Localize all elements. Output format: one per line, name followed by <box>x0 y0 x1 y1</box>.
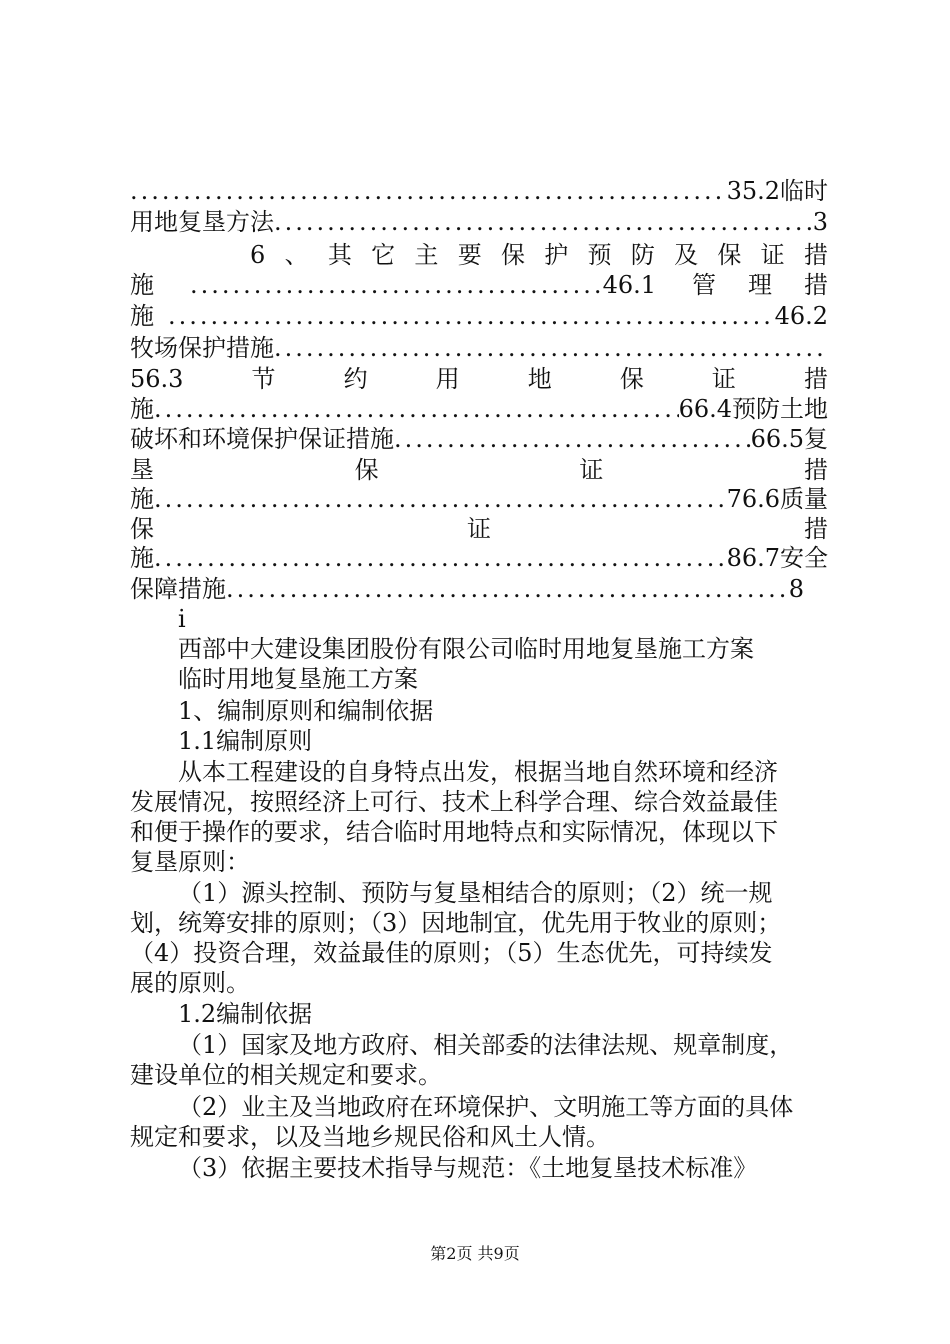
paragraph-line: 规定和要求，以及当地乡规民俗和风土人情。 <box>130 1123 610 1151</box>
paragraph-line: （1）国家及地方政府、相关部委的法律法规、规章制度， <box>178 1031 794 1059</box>
toc-line-9 <box>130 424 828 454</box>
toc-leader <box>154 484 727 514</box>
toc-line-7 <box>130 364 828 394</box>
toc-word: 证 <box>760 241 785 269</box>
toc-word: 主 <box>414 241 439 269</box>
toc-word: 保 <box>354 456 379 484</box>
toc-word: 证 <box>579 456 604 484</box>
toc-leader <box>274 207 813 237</box>
paragraph-line: 展的原则。 <box>130 969 250 997</box>
page-footer: 第2页 共9页 <box>430 1244 520 1263</box>
toc-word: 用 <box>435 365 460 393</box>
toc-entry-page: 8 <box>788 575 804 603</box>
toc-word: 防 <box>630 241 655 269</box>
toc-entry-number: 76.6质量 <box>726 485 828 513</box>
subsection-heading: 1.1编制原则 <box>178 727 313 755</box>
toc-entry-title: 用地复垦方法 <box>130 208 274 236</box>
toc-leader <box>226 574 789 604</box>
toc-word: 及 <box>674 241 699 269</box>
toc-page-roman: i <box>178 605 186 633</box>
company-title: 西部中大建设集团股份有限公司临时用地复垦施工方案 <box>178 635 754 663</box>
toc-line-10 <box>130 455 828 485</box>
toc-word: 要 <box>457 241 482 269</box>
toc-word: 、 <box>284 241 309 269</box>
toc-entry-number: 46.2 <box>774 302 828 330</box>
toc-line-1 <box>130 176 828 206</box>
toc-line-4 <box>130 270 828 300</box>
toc-word: 其 <box>327 241 352 269</box>
toc-entry-title: 施 <box>130 302 154 330</box>
toc-word: 措 <box>803 456 828 484</box>
toc-word: 措 <box>804 515 828 543</box>
paragraph-line: 发展情况，按照经济上可行、技术上科学合理、综合效益最佳 <box>130 788 778 816</box>
toc-line-6 <box>130 333 828 363</box>
toc-line-12 <box>130 514 828 544</box>
toc-word: 6 <box>250 241 266 269</box>
toc-word: 保 <box>130 515 154 543</box>
paragraph-line: （3）依据主要技术指导与规范：《土地复垦技术标准》 <box>178 1154 758 1182</box>
toc-entry-title: 施 <box>130 485 154 513</box>
toc-entry-number: 66.5复 <box>750 425 828 453</box>
toc-line-8 <box>130 394 828 424</box>
toc-leader <box>168 301 775 331</box>
toc-line-5 <box>130 301 828 331</box>
toc-word: 保 <box>619 365 644 393</box>
toc-entry-title: 保障措施 <box>130 575 226 603</box>
toc-word: 证 <box>467 515 491 543</box>
paragraph-line: 从本工程建设的自身特点出发，根据当地自然环境和经济 <box>178 758 778 786</box>
toc-word: 垦 <box>130 456 154 484</box>
paragraph-line: （2）业主及当地政府在环境保护、文明施工等方面的具体 <box>178 1093 794 1121</box>
toc-line-11 <box>130 484 828 514</box>
toc-entry-title: 破坏和环境保护保证措施 <box>130 425 394 453</box>
paragraph-line: 划，统筹安排的原则；（3）因地制宜，优先用于牧业的原则； <box>130 909 782 937</box>
toc-word: 理 <box>748 271 772 299</box>
subsection-heading: 1.2编制依据 <box>178 1000 313 1028</box>
toc-leader <box>274 333 828 363</box>
toc-leader <box>190 270 603 300</box>
toc-line-14 <box>130 574 828 604</box>
toc-entry-title: 施 <box>130 271 154 299</box>
toc-entry-title: 施 <box>130 395 154 423</box>
toc-word: 护 <box>544 241 569 269</box>
toc-word: 证 <box>711 365 736 393</box>
toc-word: 保 <box>500 241 525 269</box>
toc-word: 保 <box>717 241 742 269</box>
toc-word: 节 <box>251 365 276 393</box>
toc-entry-number: 35.2临时 <box>726 177 828 205</box>
paragraph-line: 复垦原则： <box>130 848 250 876</box>
page-title: 临时用地复垦施工方案 <box>178 665 418 693</box>
toc-word: 管 <box>692 271 716 299</box>
paragraph-line: 和便于操作的要求，结合临时用地特点和实际情况，体现以下 <box>130 818 778 846</box>
toc-word: 地 <box>527 365 552 393</box>
toc-leader <box>154 543 727 573</box>
paragraph-line: （1）源头控制、预防与复垦相结合的原则；（2）统一规 <box>178 879 773 907</box>
toc-entry-number: 86.7安全 <box>726 544 828 572</box>
toc-entry-page: 3 <box>812 208 828 236</box>
toc-line-13 <box>130 543 828 573</box>
toc-word: 措 <box>803 365 828 393</box>
toc-word: 它 <box>371 241 396 269</box>
toc-leader <box>130 176 727 206</box>
paragraph-line: 建设单位的相关规定和要求。 <box>130 1061 442 1089</box>
toc-entry-number: 46.1 <box>602 271 656 299</box>
toc-word: 约 <box>343 365 368 393</box>
toc-line-3 <box>250 240 828 270</box>
toc-leader <box>394 424 751 454</box>
paragraph-line: （4）投资合理，效益最佳的原则；（5）生态优先，可持续发 <box>130 939 773 967</box>
toc-leader <box>154 394 679 424</box>
toc-word: 措 <box>804 271 828 299</box>
toc-entry-number: 56.3 <box>130 365 184 393</box>
toc-word: 措 <box>803 241 828 269</box>
toc-entry-title: 牧场保护措施 <box>130 334 274 362</box>
toc-line-2 <box>130 207 828 237</box>
toc-entry-number: 66.4预防土地 <box>678 395 828 423</box>
toc-entry-title: 施 <box>130 544 154 572</box>
section-heading: 1、编制原则和编制依据 <box>178 697 434 725</box>
toc-word: 预 <box>587 241 612 269</box>
